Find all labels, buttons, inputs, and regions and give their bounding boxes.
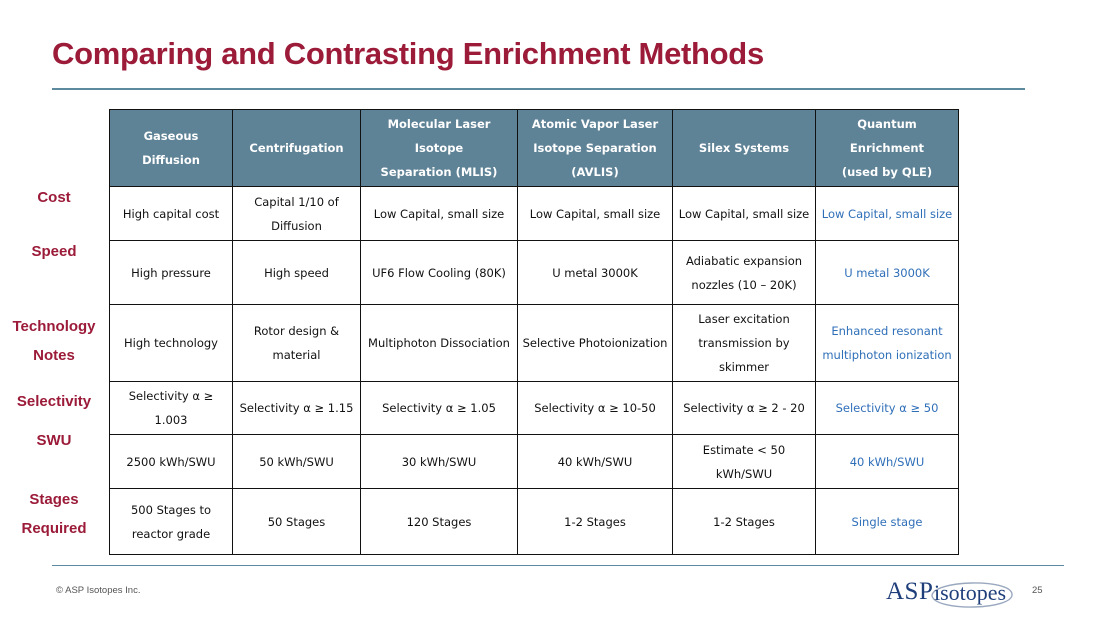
table-cell-line: Enhanced resonant bbox=[831, 324, 943, 338]
column-header-line: Centrifugation bbox=[249, 141, 344, 155]
column-header bbox=[233, 110, 361, 187]
table-cell-line: 50 kWh/SWU bbox=[259, 454, 334, 469]
table-cell bbox=[673, 187, 816, 241]
column-header bbox=[110, 110, 233, 187]
table-cell-line: High speed bbox=[264, 265, 329, 280]
table-cell-line: transmission by bbox=[698, 336, 790, 350]
row-label-line: SWU bbox=[36, 432, 72, 449]
title-divider bbox=[52, 88, 1025, 90]
column-header bbox=[361, 110, 518, 187]
table-cell bbox=[518, 241, 673, 305]
row-label-line: Speed bbox=[31, 243, 77, 260]
column-header bbox=[518, 110, 673, 187]
row-label bbox=[0, 481, 108, 547]
table-cell bbox=[518, 305, 673, 382]
table-cell bbox=[673, 435, 816, 489]
table-cell bbox=[110, 382, 233, 435]
table-cell-line: Single stage bbox=[851, 514, 923, 529]
row-label bbox=[0, 426, 108, 480]
table-cell-line: 500 Stages to bbox=[130, 502, 212, 517]
table-cell-line: nozzles (10 – 20K) bbox=[691, 277, 797, 292]
table-cell bbox=[673, 489, 816, 555]
column-header-line: Quantum Enrichment bbox=[849, 117, 925, 155]
table-cell-line: Adiabatic expansion bbox=[685, 253, 803, 268]
table-cell bbox=[673, 382, 816, 435]
row-label bbox=[0, 303, 108, 379]
table-cell bbox=[816, 241, 959, 305]
table-cell-line: Selectivity α ≥ 1.05 bbox=[382, 401, 496, 415]
table-cell bbox=[816, 187, 959, 241]
column-header-line: Gaseous Diffusion bbox=[142, 129, 200, 167]
table-cell bbox=[673, 241, 816, 305]
row-label-line: Stages bbox=[29, 491, 79, 508]
table-row bbox=[110, 489, 959, 555]
table-cell-line: High capital cost bbox=[122, 206, 220, 221]
logo-asp-text: ASP bbox=[886, 578, 934, 605]
table-row bbox=[110, 435, 959, 489]
table-cell-line: Selectivity α ≥ 50 bbox=[835, 401, 939, 415]
table-cell bbox=[816, 305, 959, 382]
table-cell bbox=[518, 489, 673, 555]
table-cell bbox=[361, 187, 518, 241]
table-cell-line: Selectivity α ≥ 10-50 bbox=[534, 401, 656, 415]
table-cell-line: Low Capital, small size bbox=[678, 206, 810, 221]
table-cell-line: 1-2 Stages bbox=[564, 514, 626, 529]
table-cell-line: 1.003 bbox=[154, 413, 188, 427]
table-cell bbox=[110, 489, 233, 555]
table-cell bbox=[110, 187, 233, 241]
table-cell-line: Low Capital, small size bbox=[821, 206, 953, 221]
table-cell-line: Selectivity α ≥ bbox=[128, 389, 214, 403]
table-cell-line: Selectivity α ≥ 1.15 bbox=[239, 401, 354, 415]
row-label-line: Technology bbox=[12, 318, 96, 335]
column-header-line: (used by QLE) bbox=[841, 165, 933, 179]
table-cell-line: 40 kWh/SWU bbox=[557, 454, 633, 469]
column-header-line: Isotope Separation bbox=[533, 141, 657, 155]
column-header-line: Atomic Vapor Laser bbox=[531, 117, 659, 131]
table-cell-line: multiphoton ionization bbox=[822, 348, 952, 362]
column-header-line: Separation (MLIS) bbox=[380, 165, 498, 179]
table-cell-line: 1-2 Stages bbox=[713, 514, 775, 529]
table-cell bbox=[361, 305, 518, 382]
table-row bbox=[110, 187, 959, 241]
table-cell bbox=[816, 489, 959, 555]
table-cell-line: Selective Photoionization bbox=[522, 336, 668, 350]
table-cell bbox=[816, 382, 959, 435]
table-cell-line: skimmer bbox=[718, 360, 770, 374]
table-cell-line: U metal 3000K bbox=[844, 265, 930, 280]
table-row bbox=[110, 305, 959, 382]
table-cell-line: 30 kWh/SWU bbox=[401, 454, 477, 469]
footer-divider bbox=[52, 565, 1064, 566]
table-cell bbox=[233, 382, 361, 435]
column-header-line: (AVLIS) bbox=[571, 165, 619, 179]
page-number: 25 bbox=[1032, 585, 1043, 596]
copyright-text: © ASP Isotopes Inc. bbox=[56, 585, 141, 596]
table-cell bbox=[361, 241, 518, 305]
table-cell bbox=[110, 305, 233, 382]
table-cell-line: UF6 Flow Cooling (80K) bbox=[372, 265, 506, 280]
table-cell-line: Capital 1/10 of bbox=[254, 194, 339, 209]
table-cell-line: U metal 3000K bbox=[552, 265, 638, 280]
company-logo bbox=[886, 574, 1016, 614]
table-cell-line: Low Capital, small size bbox=[373, 206, 505, 221]
row-label-line: Required bbox=[21, 520, 87, 537]
row-label bbox=[0, 377, 108, 425]
table-cell-line: 40 kWh/SWU bbox=[849, 454, 925, 469]
row-label-line: Cost bbox=[37, 189, 71, 206]
logo-isotopes-text: isotopes bbox=[934, 580, 1007, 605]
table-header-row bbox=[110, 110, 959, 187]
table-cell bbox=[233, 305, 361, 382]
table-cell bbox=[110, 241, 233, 305]
table-cell-line: Diffusion bbox=[271, 218, 322, 233]
table-cell bbox=[673, 305, 816, 382]
table-row bbox=[110, 241, 959, 305]
column-header bbox=[673, 110, 816, 187]
table-cell bbox=[233, 489, 361, 555]
table-cell-line: 120 Stages bbox=[406, 514, 472, 529]
column-header-line: Silex Systems bbox=[698, 141, 790, 155]
table-cell-line: High technology bbox=[124, 336, 218, 350]
table-cell-line: Rotor design & bbox=[253, 324, 340, 338]
table-cell bbox=[361, 382, 518, 435]
table-cell-line: material bbox=[272, 348, 321, 362]
table-cell bbox=[361, 489, 518, 555]
table-cell bbox=[233, 241, 361, 305]
table-cell-line: Low Capital, small size bbox=[529, 206, 661, 221]
column-header-line: Molecular Laser Isotope bbox=[387, 117, 491, 155]
table-cell bbox=[233, 435, 361, 489]
table-cell bbox=[816, 435, 959, 489]
comparison-table bbox=[109, 109, 959, 555]
table-cell-line: Selectivity α ≥ 2 - 20 bbox=[683, 401, 805, 415]
table-row bbox=[110, 382, 959, 435]
table-cell-line: kWh/SWU bbox=[715, 466, 773, 481]
table-cell-line: 50 Stages bbox=[267, 514, 326, 529]
row-label-line: Selectivity bbox=[16, 392, 92, 410]
table-cell bbox=[518, 435, 673, 489]
table-cell-line: High pressure bbox=[131, 265, 211, 280]
table-cell-line: Laser excitation bbox=[698, 312, 790, 326]
table-cell bbox=[361, 435, 518, 489]
table-cell bbox=[233, 187, 361, 241]
row-label bbox=[0, 237, 108, 301]
table-cell bbox=[518, 187, 673, 241]
table-cell-line: Multiphoton Dissociation bbox=[368, 336, 510, 350]
row-label-line: Notes bbox=[33, 347, 75, 364]
table-cell bbox=[110, 435, 233, 489]
row-label bbox=[0, 183, 108, 237]
table-cell-line: Estimate < 50 bbox=[702, 442, 786, 457]
table-cell-line: reactor grade bbox=[131, 526, 211, 541]
column-header bbox=[816, 110, 959, 187]
table-cell-line: 2500 kWh/SWU bbox=[126, 454, 216, 469]
slide-title: Comparing and Contrasting Enrichment Methods bbox=[52, 36, 764, 71]
table-cell bbox=[518, 382, 673, 435]
